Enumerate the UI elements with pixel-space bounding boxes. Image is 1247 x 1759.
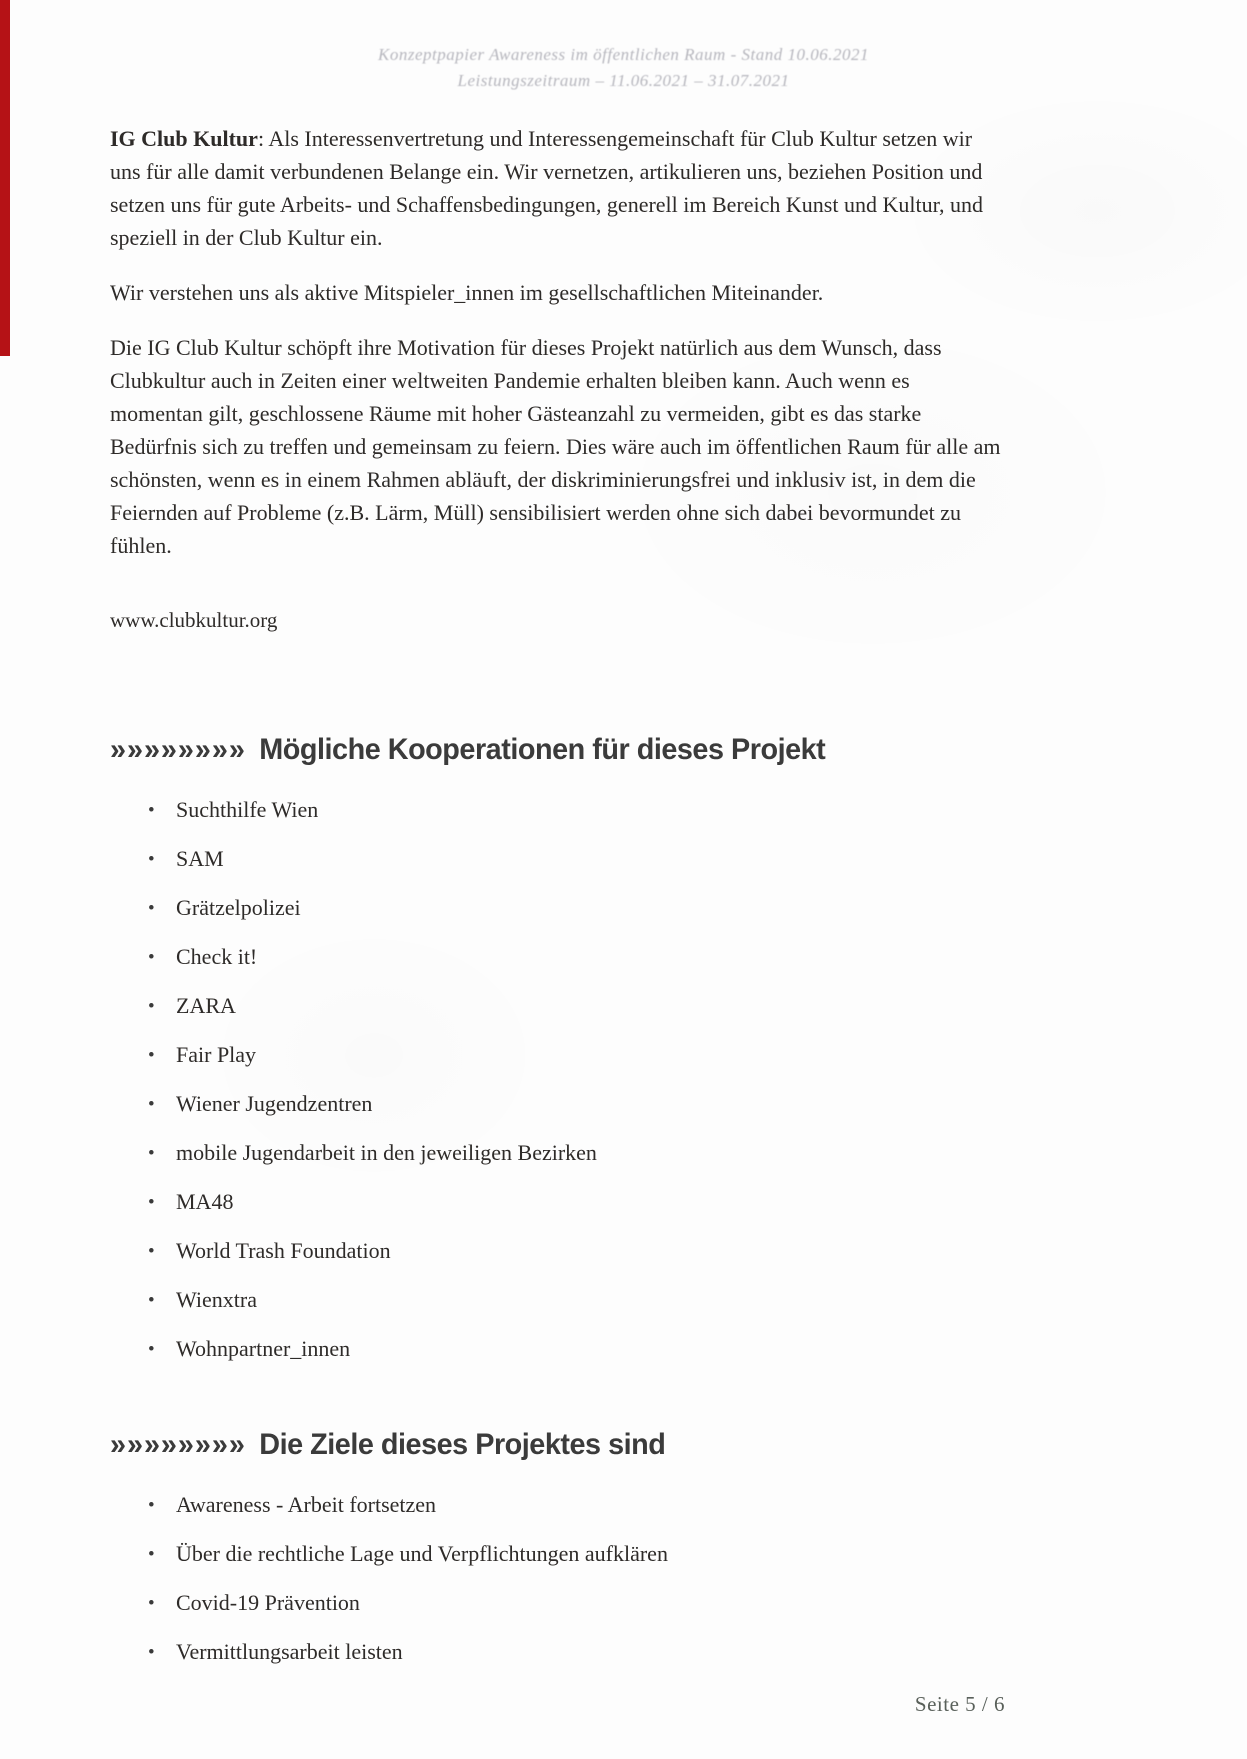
- list-item: [148, 1541, 1005, 1567]
- list-item: [148, 1639, 1005, 1665]
- paragraph-mission: Wir verstehen uns als aktive Mitspieler_innen im gesellschaftlichen Miteinander.: [110, 280, 824, 305]
- list-item: [148, 993, 1005, 1019]
- bullet-icon: •: [148, 1143, 155, 1164]
- list-item-label: Wohnpartner_innen: [176, 1336, 351, 1361]
- bullet-icon: •: [148, 1642, 155, 1663]
- bullet-icon: •: [148, 898, 155, 919]
- header-line-2: Leistungszeitraum – 11.06.2021 – 31.07.2021: [457, 71, 790, 90]
- list-item: [148, 1091, 1005, 1117]
- bullet-icon: •: [148, 1495, 155, 1516]
- list-item-label: Check it!: [176, 944, 258, 969]
- list-item-label: Über die rechtliche Lage und Verpflichtungen aufklären: [176, 1541, 668, 1566]
- bullet-icon: •: [148, 800, 155, 821]
- list-item: [148, 1590, 1005, 1616]
- bullet-icon: •: [148, 1593, 155, 1614]
- page-number: Seite 5 / 6: [914, 1692, 1005, 1716]
- list-item-label: Covid-19 Prävention: [176, 1590, 360, 1615]
- list-item-label: Wienxtra: [176, 1287, 257, 1312]
- bullet-icon: •: [148, 1544, 155, 1565]
- list-item: [148, 1189, 1005, 1215]
- paragraph-intro-text: : Als Interessenvertretung und Interessengemeinschaft für Club Kultur setzen wir uns für alle damit verbundenen Belange ein. Wir vernetzen, artikulieren uns, beziehen Position und setzen uns für gute Arbeits- und Schaffensbedingungen, generell im Bereich Kunst und Kultur, und speziell in der Club Kultur ein.: [110, 126, 984, 250]
- chevrons-marker: »»»»»»»»: [110, 733, 246, 766]
- header-line-1: Konzeptpapier Awareness im öffentlichen Raum - Stand 10.06.2021: [378, 45, 869, 64]
- section-title: Die Ziele dieses Projektes sind: [259, 1428, 666, 1461]
- list-item: [148, 1287, 1005, 1313]
- kooperationen-list: [110, 797, 1005, 1362]
- paragraph-motivation: Die IG Club Kultur schöpft ihre Motivation für dieses Projekt natürlich aus dem Wunsch, dass Clubkultur auch in Zeiten einer weltweiten Pandemie erhalten bleiben kann. Auch wenn es momentan gilt, geschlossene Räume mit hoher Gästeanzahl zu vermeiden, gibt es das starke Bedürfnis sich zu treffen und gemeinsam zu feiern. Dies wäre auch im öffentlichen Raum für alle am schönsten, wenn es in einem Rahmen abläuft, der diskriminierungsfrei und inklusiv ist, in dem die Feiernden auf Probleme (z.B. Lärm, Müll) sensibilisiert werden ohne sich dabei bevormundet zu fühlen.: [110, 335, 1001, 558]
- chevrons-marker: »»»»»»»»: [110, 1428, 246, 1461]
- list-item-label: mobile Jugendarbeit in den jeweiligen Bezirken: [176, 1140, 597, 1165]
- list-item-label: Grätzelpolizei: [176, 895, 301, 920]
- bullet-icon: •: [148, 1094, 155, 1115]
- list-item: [148, 797, 1005, 823]
- list-item-label: Vermittlungsarbeit leisten: [176, 1639, 403, 1664]
- bullet-icon: •: [148, 1241, 155, 1262]
- list-item-label: Fair Play: [176, 1042, 257, 1067]
- bullet-icon: •: [148, 996, 155, 1017]
- ziele-list: [110, 1492, 1005, 1665]
- list-item-label: Awareness - Arbeit fortsetzen: [176, 1492, 437, 1517]
- org-name-bold: IG Club Kultur: [110, 126, 258, 151]
- bullet-icon: •: [148, 1339, 155, 1360]
- list-item-label: World Trash Foundation: [176, 1238, 391, 1263]
- list-item: [148, 944, 1005, 970]
- paragraph-intro: [110, 122, 1005, 254]
- list-item: [148, 1042, 1005, 1068]
- list-item-label: ZARA: [176, 993, 236, 1018]
- list-item: [148, 1140, 1005, 1166]
- section-title: Mögliche Kooperationen für dieses Projekt: [259, 733, 826, 766]
- bullet-icon: •: [148, 1290, 155, 1311]
- bullet-icon: •: [148, 849, 155, 870]
- section-heading-ziele: [110, 1428, 969, 1462]
- list-item: [148, 1336, 1005, 1362]
- list-item: [148, 846, 1005, 872]
- bullet-icon: •: [148, 947, 155, 968]
- bullet-icon: •: [148, 1192, 155, 1213]
- section-ziele: [110, 1428, 1005, 1665]
- document-body: [110, 122, 1005, 1688]
- list-item: [148, 1238, 1005, 1264]
- list-item-label: SAM: [176, 846, 224, 871]
- section-kooperationen: [110, 733, 1005, 1362]
- bullet-icon: •: [148, 1045, 155, 1066]
- website-url: www.clubkultur.org: [110, 608, 278, 632]
- section-heading-kooperationen: [110, 733, 969, 767]
- list-item-label: Wiener Jugendzentren: [176, 1091, 373, 1116]
- list-item-label: MA48: [176, 1189, 234, 1214]
- document-header: [0, 42, 1247, 94]
- list-item-label: Suchthilfe Wien: [176, 797, 319, 822]
- list-item: [148, 895, 1005, 921]
- list-item: [148, 1492, 1005, 1518]
